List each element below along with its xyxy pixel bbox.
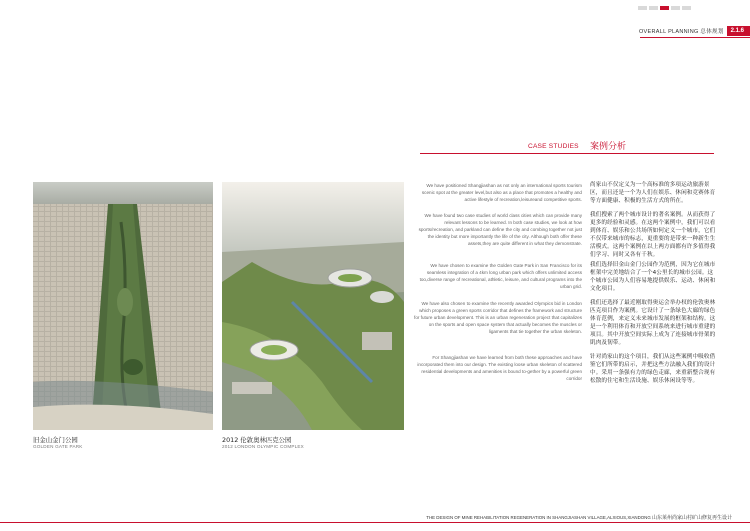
london-olympic-photo [222,182,404,430]
section-divider [420,153,714,154]
paragraph-cn-3: 我们选择旧金山金门公园作为范例，因为它在城市框架中完美地结合了一个4公里长的城市公园。这个城市公园为人们容易地提供娱乐、运动、休闲和文化项目。 [590,262,716,293]
paragraph-en-3: We have chosen to examine the Golden Gate Park in San Francisco for its seamless integration of a 4km long urban park which offers unlimited access too,diverse range of recreational, athletic, leisure, and cultural programs into the urban grid. [419,263,582,289]
paragraph-cn-4: 我们还选择了最近刚取得奥运会举办权的伦敦奥林匹克项目作为案例。它设计了一条绿色大廊的绿色体育范例，来定义未来城市发展的框架和结构。这是一个利用体育和开放空间系统来进行城市重建的项目。其中开放空间实际上成为了连接城市骨架的肌肉及韧带。 [590,300,716,347]
aerial-image-golden-gate [33,182,213,430]
caption-left-cn: 旧金山金门公园 [33,436,78,444]
paragraph-cn-2: 我们搜索了两个城市设计的著名案例。从而获得了更多的经验和灵感。在这两个案例中，我们可以看到体育、娱乐和公共场所如何定义一个城市，它们不仅带来城市的标志，更重要的是带来一种新生生活模式。这两个案例在以上两方面都有许多值得我们学习、同时又各有千秋。 [590,212,716,259]
section-title-en: CASE STUDIES [528,143,579,150]
header-divider [640,37,750,38]
paragraph-en-1: We have positioned Shangjiashan as not only an international sports tourism scenic spot at the greater level,but also as a place that promotes a healthy and active lifestyle of recreation,leisureand competitive sports. [421,183,582,202]
caption-right-en: 2012 LONDON OLYMPIC COMPLEX [222,444,304,449]
indicator-square [671,6,680,10]
paragraph-en-2: We have found two case studies of world class cities which can provide many relevant lessons to be learned. In both case studies, we look at how sports/recreation, and parkland can define the city and combing together not just the identity but more importantly the life of the city. Although both offer these assets,they are quite different in what they demonstrate. [418,213,582,246]
paragraph-cn-1: 尚家山不仅定义为一个高标准的多项运动旅游景区，而且还是一个为人们在娱乐、休闲和竞赛体育等方面健康、积极的生活方式的所在。 [590,182,716,205]
page-indicator [638,6,691,10]
aerial-image-london-olympic [222,182,404,430]
footer-divider [0,522,750,523]
paragraph-en-5: For Shangjiashan we have learned from both these approaches and have incorporated them into our design. The existing loose urban skeleton of scattered residential developments and amenities is bound to-gether by a powerful green corridor [417,355,582,381]
caption-left-en: GOLDEN GATE PARK [33,444,83,449]
indicator-square [649,6,658,10]
page-header [639,26,750,36]
paragraph-en-4: We have also chosen to examine the recently awarded Olympics bid in London which proposes a green sports corridor that defines the framework and structure for future urban development. This is an urban regeneration project that capitalizes on the sports and open space system that actually becomes the muscles or ligaments that tie together the urban skeleton. [414,301,582,334]
caption-right-cn: 2012 伦敦奥林匹克公园 [222,436,292,444]
page-footer [426,514,732,521]
paragraph-cn-5: 针对尚家山的这个项目，我们从这些案例中吸收借鉴它们所带的启示，并把这些方法融入我们的设计中。采用一条强有力的绿色走廊，来重新整合现有松散的住宅和生活设施、娱乐休闲设等等。 [590,354,716,385]
footer-cn: 山东莱州尚家山村矿山修复再生设计 [651,515,732,521]
golden-gate-park-photo [33,182,213,430]
section-title-cn: 案例分析 [590,142,627,152]
page-number: 2.1.6 [727,26,750,36]
indicator-square [638,6,647,10]
indicator-square-active [660,6,669,10]
footer-en: THE DESIGN OF MINE REHABILITATION REGENERATION IN SHANGJIASHAN VILLAGE,ALXIOUS,XIANDONG [426,515,651,520]
header-title: OVERALL PLANNING 总体规划 [638,29,724,35]
indicator-square [682,6,691,10]
